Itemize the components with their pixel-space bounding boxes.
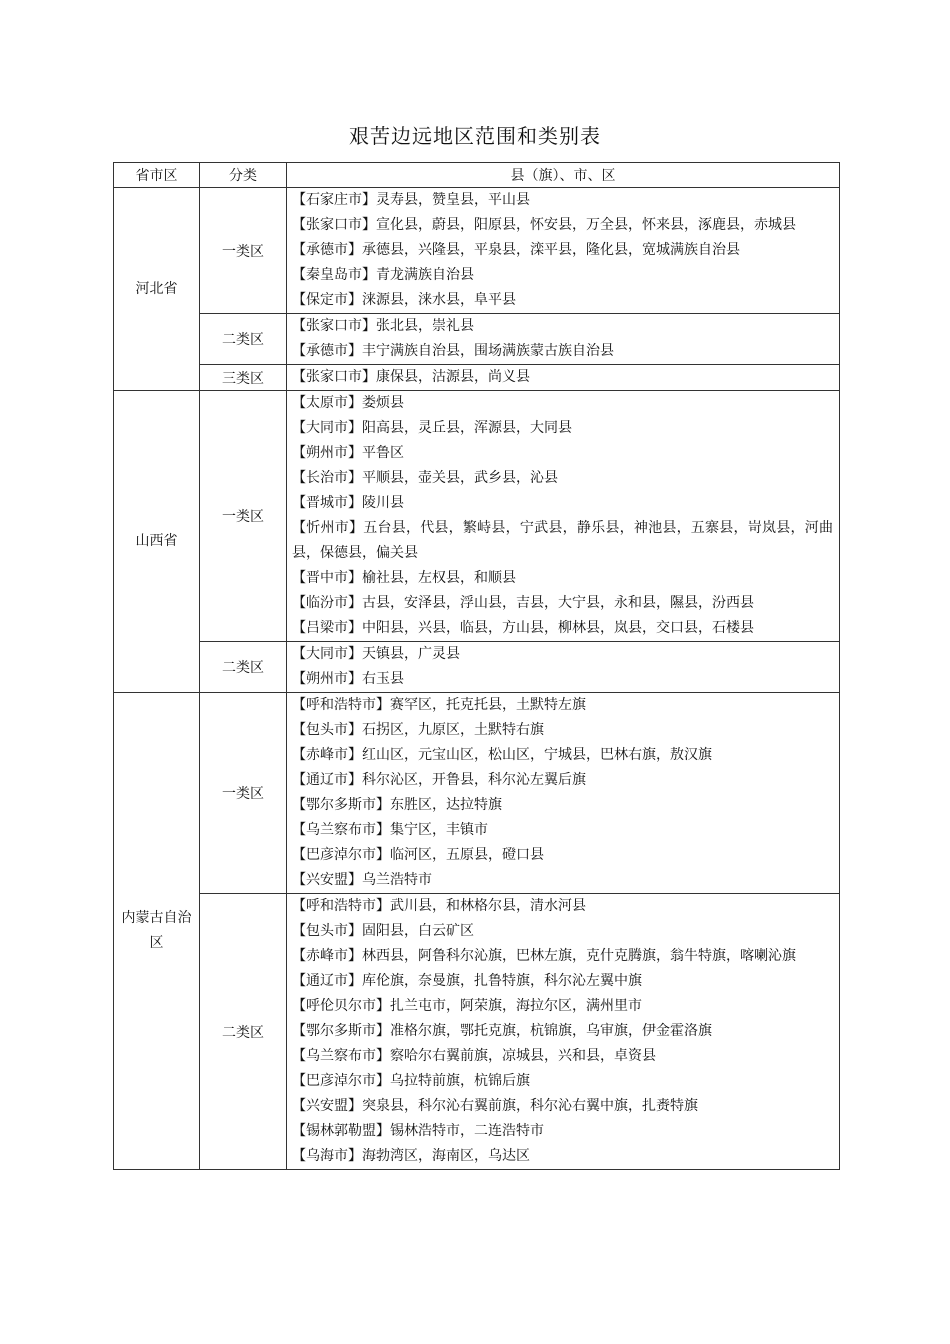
header-province: 省市区 xyxy=(114,163,200,188)
area-line: 【晋中市】榆社县，左权县，和顺县 xyxy=(292,570,516,586)
area-list xyxy=(287,642,840,693)
table-row xyxy=(114,894,840,1170)
area-line: 【赤峰市】红山区，元宝山区，松山区，宁城县，巴林右旗，敖汉旗 xyxy=(292,747,712,763)
area-line: 【朔州市】右玉县 xyxy=(292,671,404,687)
province-cell: 内蒙古自治区 xyxy=(114,693,200,1170)
header-category: 分类 xyxy=(200,163,287,188)
area-list xyxy=(287,365,840,391)
area-line: 【保定市】涞源县，涞水县，阜平县 xyxy=(292,292,516,308)
class-cell: 一类区 xyxy=(200,391,287,642)
class-cell: 二类区 xyxy=(200,894,287,1170)
area-line: 【包头市】固阳县，白云矿区 xyxy=(292,923,474,939)
table-row xyxy=(114,314,840,365)
area-list xyxy=(287,314,840,365)
area-line: 【张家口市】宣化县，蔚县，阳原县，怀安县，万全县，怀来县，涿鹿县，赤城县 xyxy=(292,217,796,233)
class-cell: 一类区 xyxy=(200,188,287,314)
area-line: 【呼和浩特市】赛罕区，托克托县，土默特左旗 xyxy=(292,697,586,713)
area-line: 【太原市】娄烦县 xyxy=(292,395,404,411)
province-cell: 河北省 xyxy=(114,188,200,391)
area-line: 【兴安盟】乌兰浩特市 xyxy=(292,872,432,888)
area-line: 【乌兰察布市】察哈尔右翼前旗，凉城县，兴和县，卓资县 xyxy=(292,1048,656,1064)
area-line: 【乌海市】海勃湾区，海南区，乌达区 xyxy=(292,1148,530,1164)
area-line: 【朔州市】平鲁区 xyxy=(292,445,404,461)
table-row xyxy=(114,642,840,693)
area-line: 【吕梁市】中阳县，兴县，临县，方山县，柳林县，岚县，交口县，石楼县 xyxy=(292,620,754,636)
area-line: 【忻州市】五台县，代县，繁峙县，宁武县，静乐县，神池县，五寨县，岢岚县，河曲县，保德县，偏关县 xyxy=(292,520,833,561)
area-line: 【承德市】承德县，兴隆县，平泉县，滦平县，隆化县，宽城满族自治县 xyxy=(292,242,740,258)
area-list xyxy=(287,391,840,642)
area-line: 【巴彦淖尔市】临河区，五原县，磴口县 xyxy=(292,847,544,863)
table-row xyxy=(114,365,840,391)
area-line: 【巴彦淖尔市】乌拉特前旗，杭锦后旗 xyxy=(292,1073,530,1089)
area-line: 【张家口市】康保县，沽源县，尚义县 xyxy=(292,369,530,385)
area-line: 【锡林郭勒盟】锡林浩特市，二连浩特市 xyxy=(292,1123,544,1139)
area-line: 【通辽市】科尔沁区，开鲁县，科尔沁左翼后旗 xyxy=(292,772,586,788)
class-cell: 三类区 xyxy=(200,365,287,391)
area-line: 【呼和浩特市】武川县，和林格尔县，清水河县 xyxy=(292,898,586,914)
table-header-row xyxy=(114,163,840,188)
area-line: 【兴安盟】突泉县，科尔沁右翼前旗，科尔沁右翼中旗，扎赉特旗 xyxy=(292,1098,698,1114)
area-list xyxy=(287,188,840,314)
area-line: 【鄂尔多斯市】准格尔旗，鄂托克旗，杭锦旗，乌审旗，伊金霍洛旗 xyxy=(292,1023,712,1039)
area-line: 【承德市】丰宁满族自治县，围场满族蒙古族自治县 xyxy=(292,343,614,359)
area-line: 【长治市】平顺县，壶关县，武乡县，沁县 xyxy=(292,470,558,486)
table-row xyxy=(114,188,840,314)
class-cell: 一类区 xyxy=(200,693,287,894)
area-line: 【大同市】天镇县，广灵县 xyxy=(292,646,460,662)
area-line: 【大同市】阳高县，灵丘县，浑源县，大同县 xyxy=(292,420,572,436)
table-row xyxy=(114,391,840,642)
province-cell: 山西省 xyxy=(114,391,200,693)
class-cell: 二类区 xyxy=(200,642,287,693)
area-line: 【张家口市】张北县，崇礼县 xyxy=(292,318,474,334)
area-line: 【呼伦贝尔市】扎兰屯市，阿荣旗，海拉尔区，满州里市 xyxy=(292,998,642,1014)
area-line: 【鄂尔多斯市】东胜区，达拉特旗 xyxy=(292,797,502,813)
table-row xyxy=(114,693,840,894)
area-line: 【秦皇岛市】青龙满族自治县 xyxy=(292,267,474,283)
area-line: 【赤峰市】林西县，阿鲁科尔沁旗，巴林左旗，克什克腾旗，翁牛特旗，喀喇沁旗 xyxy=(292,948,796,964)
area-line: 【临汾市】古县，安泽县，浮山县，吉县，大宁县，永和县，隰县，汾西县 xyxy=(292,595,754,611)
area-line: 【乌兰察布市】集宁区，丰镇市 xyxy=(292,822,488,838)
area-line: 【石家庄市】灵寿县，赞皇县，平山县 xyxy=(292,192,530,208)
area-line: 【通辽市】库伦旗，奈曼旗，扎鲁特旗，科尔沁左翼中旗 xyxy=(292,973,642,989)
area-list xyxy=(287,693,840,894)
hardship-areas-table xyxy=(113,162,840,1170)
class-cell: 二类区 xyxy=(200,314,287,365)
page-title: 艰苦边远地区范围和类别表 xyxy=(349,124,601,148)
area-line: 【晋城市】陵川县 xyxy=(292,495,404,511)
header-areas: 县（旗）、市、区 xyxy=(287,163,840,188)
area-line: 【包头市】石拐区，九原区，土默特右旗 xyxy=(292,722,544,738)
area-list xyxy=(287,894,840,1170)
